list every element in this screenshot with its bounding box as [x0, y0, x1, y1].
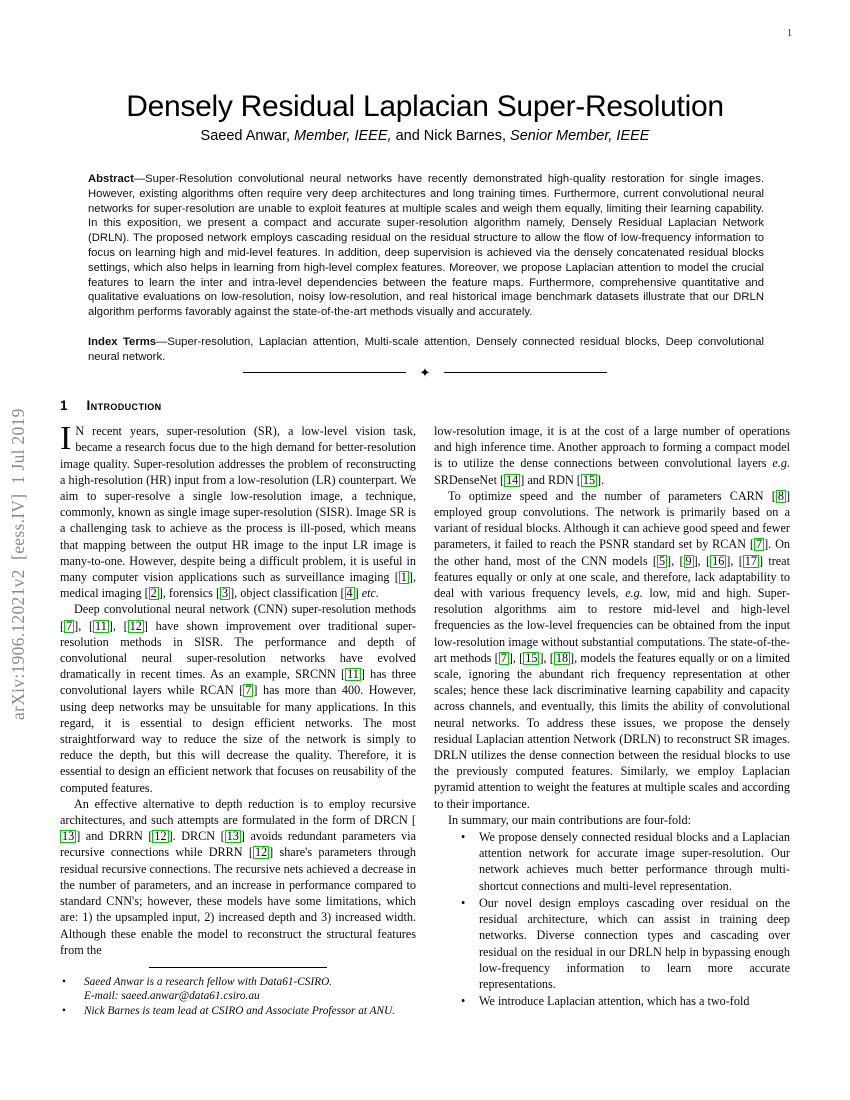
- index-terms-text: —Super-resolution, Laplacian attention, Multi-scale attention, Densely connected residual blocks, Deep convolutional neural network.: [88, 335, 764, 363]
- separator-rule-left: [243, 372, 406, 373]
- section-heading-introduction: [60, 398, 416, 414]
- citation-link[interactable]: 14: [506, 472, 519, 487]
- citation-link[interactable]: 2: [150, 586, 157, 601]
- citation-link[interactable]: 11: [347, 667, 359, 682]
- citation-link[interactable]: 8: [777, 488, 784, 503]
- bullet-icon: •: [62, 975, 66, 988]
- citation-link[interactable]: 7: [756, 537, 763, 552]
- citation-link[interactable]: 4: [346, 586, 353, 601]
- contribution-text: We introduce Laplacian attention, which has a two-fold: [479, 994, 750, 1009]
- contribution-item: [434, 895, 790, 992]
- citation-link[interactable]: 7: [500, 650, 507, 665]
- four-pointed-star-icon: ✦: [419, 364, 431, 380]
- contributions-list: [434, 829, 790, 1009]
- citation-link[interactable]: 3: [222, 586, 229, 601]
- footnote-email: E-mail: saeed.anwar@data61.csiro.au: [84, 990, 260, 1003]
- front-matter: [88, 172, 764, 365]
- abstract-text: —Super-Resolution convolutional neural networks have recently demonstrated high-quality restoration for single images. However, existing algorithms often require very deep architectures and long training times. Furthermore, current convolutional neural networks for super-resolution are unable to exploit features at multiple scales and weigh them equally, limiting their learning capability. In this exposition, we present a compact and accurate super-resolution algorithm namely, Densely Residual Laplacian Network (DRLN). The proposed network employs cascading residual on the residual structure to allow the flow of low-frequency information to focus on learning high and mid-level features. In addition, deep supervision is achieved via the densely concatenated residual blocks settings, which also helps in learning from high-level complex features. Moreover, we propose Laplacian attention to model the crucial features to learn the inter and intra-level dependencies between the feature maps. Furthermore, comprehensive quantitative and qualitative evaluations on low-resolution, noisy low-resolution, and real historical image benchmark datasets illustrate that our DRLN algorithm performs favorably against the state-of-the-art methods visually and accurately.: [88, 173, 764, 319]
- citation-link[interactable]: 11: [95, 618, 107, 633]
- right-paragraph-1: low-resolution image, it is at the cost of a large number of operations and high inference time. Another approach to forming a compact model is to utilize the dense connections between convolutional layers e.g. SRDenseNet [ 14 ] and RDN [ 15 ].: [434, 424, 790, 487]
- footnote-item: [60, 975, 416, 1003]
- section-number: 1: [60, 398, 68, 413]
- citation-link[interactable]: 15: [525, 650, 538, 665]
- citation-link[interactable]: 16: [712, 553, 725, 568]
- citation-link[interactable]: 1: [400, 570, 407, 585]
- footnote-line: Nick Barnes is team lead at CSIRO and Associate Professor at ANU.: [84, 1005, 396, 1018]
- citation-link[interactable]: 12: [254, 845, 268, 860]
- contribution-item: [434, 993, 790, 1009]
- left-column: [60, 396, 416, 1020]
- contribution-item: [434, 829, 790, 894]
- citation-link[interactable]: 9: [685, 553, 692, 568]
- footnote-item: [60, 1004, 416, 1018]
- index-terms-label: Index Terms: [88, 335, 157, 348]
- footnote-text: [84, 1004, 416, 1018]
- page-number: 1: [787, 28, 792, 39]
- citation-link[interactable]: 12: [154, 829, 167, 844]
- citation-link[interactable]: 13: [62, 829, 75, 844]
- intro-paragraph-1: [60, 420, 416, 601]
- author-footnotes: [60, 975, 416, 1019]
- index-terms-paragraph: [88, 335, 764, 365]
- citation-link[interactable]: 7: [66, 618, 73, 633]
- citation-link[interactable]: 12: [129, 618, 142, 633]
- citation-link[interactable]: 18: [555, 650, 569, 665]
- abstract-label: Abstract: [88, 173, 134, 185]
- arxiv-stamp: arXiv:1906.12021v2 [eess.IV] 1 Jul 2019: [8, 408, 28, 720]
- citation-link[interactable]: 13: [226, 829, 239, 844]
- abstract-paragraph: [88, 172, 764, 320]
- citation-link[interactable]: 15: [582, 472, 596, 487]
- section-title: Introduction: [86, 398, 162, 413]
- contribution-text: We propose densely connected residual blocks and a Laplacian attention network for accurate image super-resolution. Our network achieves much better performance through multi-shortcut connections and multi-level representation.: [479, 830, 790, 893]
- bullet-icon: •: [461, 830, 466, 845]
- bullet-icon: •: [62, 1005, 66, 1018]
- citation-link[interactable]: 5: [658, 553, 666, 568]
- drop-cap: I: [60, 420, 72, 458]
- right-paragraph-2: To optimize speed and the number of parameters CARN [ 8 ] employed group convolutions. The network is primarily based on a variant of residual blocks. Although it can achieve good speed and fewer parameters, it failed to reach the PSNR standard set by RCAN [ 7 ]. On the other hand, most of the CNN models [ 5 ], [ 9 ], [ 16 ], [ 17 ] treat features equally or only at one scale, and therefore, lack adaptability to deal with various frequency levels, e.g. low, mid and high. Super-resolution algorithms aim to restore mid-level and high-level frequencies as the low-level frequencies can be obtained from the input low-resolution image without substantial computations. The state-of-the-art methods [ 7 ], [ 15 ], [ 18 ], models the features equally or on a limited scale, ignoring the abundant rich frequency representation at other scales; hence these lack discriminative learning capability and capacity across channels, and eventually, this limits the ability of convolutional neural networks. To address these issues, we propose the densely residual Laplacian attention Network (DRLN) to reconstruct SR images. DRLN utilizes the dense connection between the residual blocks to use the previously computed features. Similarly, we employ Laplacian pyramid attention to weight the features at multiple scales and according to their importance.: [434, 488, 790, 811]
- citation-link[interactable]: 7: [245, 683, 252, 698]
- contributions-lead: In summary, our main contributions are four-fold:: [448, 812, 691, 827]
- bullet-icon: •: [461, 994, 466, 1009]
- intro-paragraph-1-text: N recent years, super-resolution (SR), a low-level vision task, became a research focus due to the high demand for better-resolution image quality. Super-resolution addresses the problem of reconstructing a high-resolution (HR) input from a low-resolution (LR) counterpart. We aim to super-resolve a single low-resolution image, a technique, commonly, known as single image super-resolution (SISR). Image SR is a challenging task to achieve as the process is ill-posed, which means that mapping between the output HR image to the input LR image is many-to-one. However, despite being a difficult problem, it is useful in many computer vision applications such as surveillance imaging [ 1 ], medical imaging [ 2 ], forensics [ 3 ], object classification [ 4 ] etc.: [60, 424, 416, 601]
- separator-rule-right: [444, 372, 607, 373]
- contribution-text: Our novel design employs cascading over residual on the residual architecture, which can assist in training deep networks. Diverse connection types and cascading over residual on the residual in our DRLN help in bypassing enough low-frequency information to learn more accurate representations.: [479, 895, 790, 991]
- intro-paragraph-3: An effective alternative to depth reduction is to employ recursive architectures, and such attempts are formulated in the form of DRCN [13 ] and DRRN [ 12 ]. DRCN [ 13 ] avoids redundant parameters via recursive connections while DRRN [ 12 ] share's parameters through residual recursive connections. The recursive nets achieved a decrease in the number of parameters, and an increase in performance compared to standard CNN's; however, these models have some limitations, which are: 1) the upsampled input, 2) increased depth and 3) increased width. Although these enable the model to reconstruct the structural features from the: [60, 796, 416, 957]
- bullet-icon: •: [461, 895, 466, 910]
- footnote-line: Saeed Anwar is a research fellow with Data61-CSIRO.: [84, 975, 333, 988]
- section-separator: [0, 364, 850, 380]
- footnote-text: [84, 975, 416, 1003]
- right-column: [434, 396, 790, 1010]
- citation-link[interactable]: 17: [744, 553, 757, 568]
- paper-title: Densely Residual Laplacian Super-Resolution: [126, 90, 724, 124]
- authors-line: Saeed Anwar, Member, IEEE, and Nick Barnes, Senior Member, IEEE: [200, 128, 650, 144]
- footnote-rule: [149, 967, 327, 968]
- intro-paragraph-2: Deep convolutional neural network (CNN) super-resolution methods [ 7 ], [ 11 ], [ 12 ] have shown improvement over traditional super-resolution methods in SISR. The performance and depth of convolutional neural super-resolution networks have evolved dramatically in recent times. As an example, SRCNN [ 11 ] has three convolutional layers while RCAN [ 7 ] has more than 400. However, using deep networks may be unsuitable for many applications. In this regard, it is essential to design efficient networks. The most straightforward way to reduce the size of the network is simply to reduce the depth, but this will decrease the quality. Therefore, it is essential to design an efficient network that focuses on reusability of the computed features.: [60, 602, 416, 795]
